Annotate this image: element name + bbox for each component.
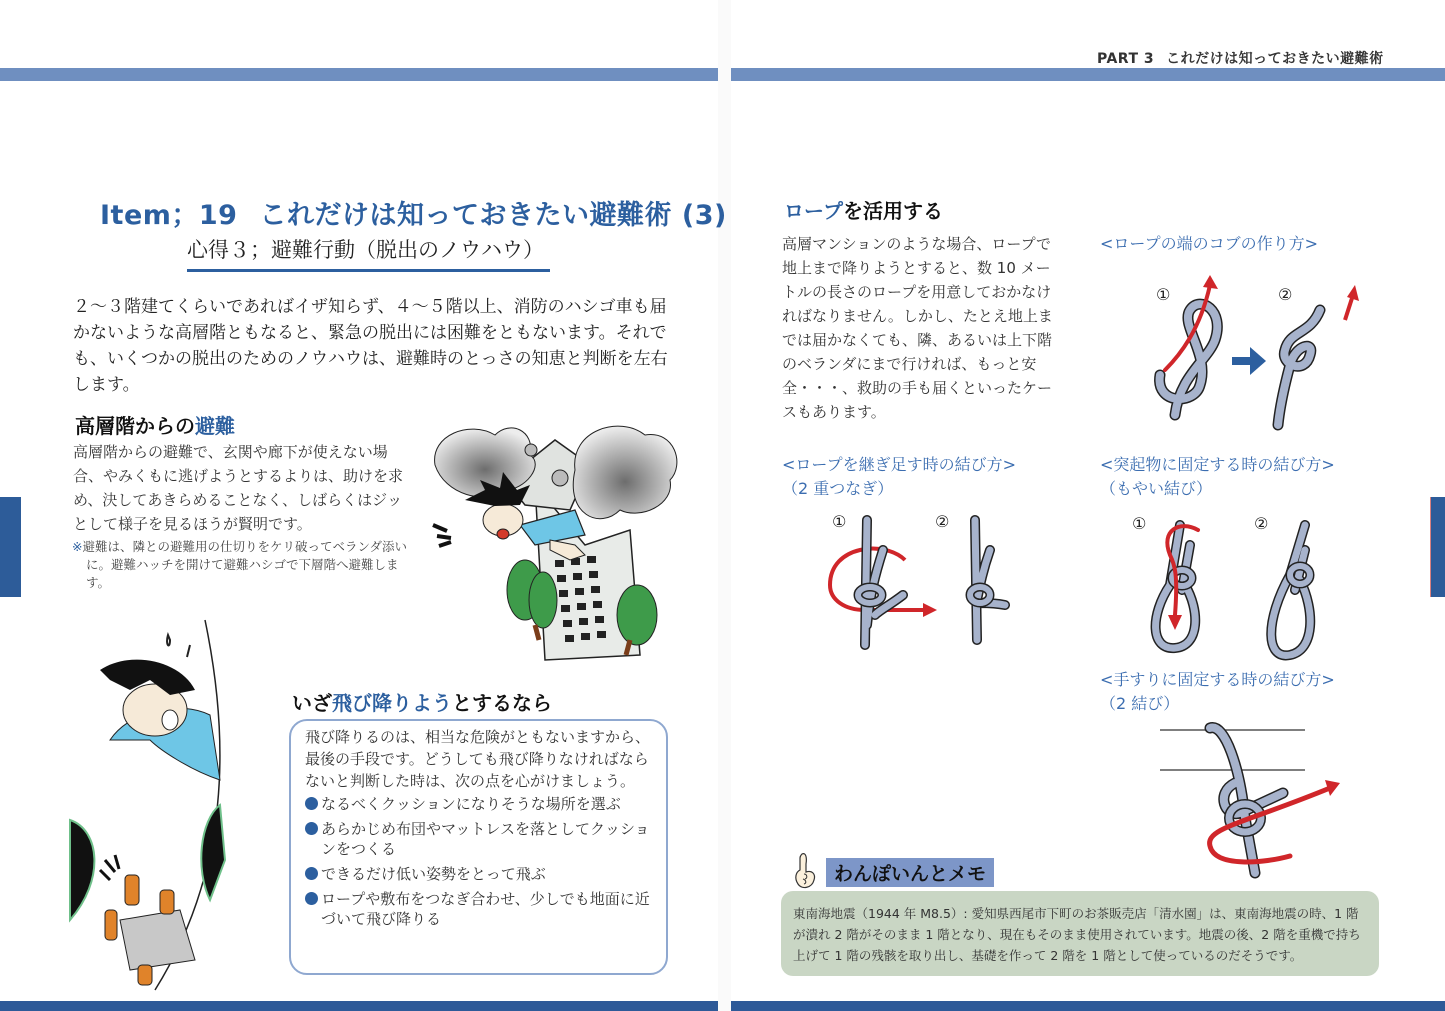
diagram-4-title: <手すりに固定する時の結び方> [1100,670,1335,689]
high-floor-note [72,538,407,592]
item-title [100,193,727,232]
bowline-knot-diagram [1140,520,1350,660]
jump-tips-list [305,794,652,929]
note-text: 避難は、隣との避難用の仕切りをケリ破ってベランダ添いに。避難ハッチを開けて避難ハシゴで下層階へ避難します。 [82,539,407,590]
diagram-2-subtitle: （2 重つなぎ） [782,479,894,498]
bullet-icon [305,867,318,880]
part-title: これだけは知っておきたい避難術 [1166,51,1384,67]
footer-band-left [0,1001,718,1011]
heading-text-pre: いざ [292,691,332,715]
diagram-3-subtitle: （もやい結び） [1100,479,1213,498]
two-half-hitches-diagram [1155,718,1355,883]
heading-text: を活用する [843,199,943,223]
step-1-label: ① [1132,514,1147,533]
figure-eight-knot-diagram [1140,275,1370,425]
heading-high-floor [75,410,235,439]
heading-accent: ロープ [784,199,843,223]
bullet-icon [305,822,318,835]
diagram-4-subtitle: （2 結び） [1100,694,1180,713]
heading-accent: 飛び降りよう [332,691,452,715]
page-gutter [718,0,731,1011]
memo-header [792,852,994,892]
heading-rope [784,195,943,224]
rope-body: 高層マンションのような場合、ロープで地上まで降りようとすると、数 10 メートルの長さのロープを用意しておかなければなりません。しかし、たとえ地上までは届かなくても、隣、あるいは上下階のベランダにまで行ければ、もっと安全・・・、救助の手も届くといったケースもあります。 [782,235,1053,421]
intro-paragraph: ２～３階建てくらいであればイザ知らず、４～５階以上、消防のハシゴ車も届かないような高層階ともなると、緊急の脱出には困難をともないます。それでも、いくつかの脱出のためのノウハウは、避難時のとっさの知恵と判断を左右します。 [73,297,668,395]
note-mark: ※ [72,539,83,554]
heading-text: 高層階からの [75,414,195,438]
list-item [305,794,652,814]
list-item-text: できるだけ低い姿勢をとって飛ぶ [321,865,546,883]
bullet-icon [305,797,318,810]
step-2-label: ② [1254,514,1269,533]
list-item [305,889,652,929]
bullet-icon [305,892,318,905]
item-title-text: これだけは知っておきたい避難術 (3) [259,200,727,231]
heading-jump [292,687,552,716]
list-item [305,819,652,859]
list-item-text: なるべくクッションになりそうな場所を選ぶ [321,795,621,813]
running-head [1097,48,1384,68]
step-1-label: ① [1156,285,1171,304]
pointing-hand-icon [792,852,820,892]
footer-band-right [731,1001,1445,1011]
part-label: PART 3 [1097,51,1155,67]
double-fisherman-knot-diagram [825,515,1025,655]
memo-box: 東南海地震（1944 年 M8.5）: 愛知県西尾市下町のお茶販売店「清水園」は、東南海地震の時、1 階が潰れ 2 階がそのまま 1 階となり、現在もそのまま使用されています。地震の後、2 階を重機で持ち上げて 1 階の残骸を取り出し、基礎を作って 2 階を 1 階として使っているのだそうです。 [781,891,1379,976]
heading-accent: 避難 [195,414,235,438]
step-2-label: ② [935,512,950,531]
memo-title: わんぽいんとメモ [826,858,994,887]
list-item-text: ロープや敷布をつなぎ合わせ、少しでも地面に近づいて飛び降りる [321,890,650,928]
diagram-1-title: <ロープの端のコブの作り方> [1100,234,1319,253]
jump-lead: 飛び降りるのは、相当な危険がともないますから、最後の手段です。どうしても飛び降りなければならないと判断した時は、次の点を心がけましょう。 [305,728,651,790]
diagram-3-title: <突起物に固定する時の結び方> [1100,455,1335,474]
side-tab-right [1430,497,1445,597]
jump-tips-box [289,719,668,975]
list-item [305,864,652,884]
item-number: Item；19 [100,200,238,231]
list-item-text: あらかじめ布団やマットレスを落としてクッションをつくる [321,820,650,858]
header-band-right [731,68,1445,81]
side-tab-left [0,497,21,597]
header-band-left [0,68,718,81]
heading-text-post: とするなら [452,691,552,715]
item-subtitle: 心得３；避難行動（脱出のノウハウ） [187,234,550,272]
step-1-label: ① [832,512,847,531]
jumper-illustration [70,620,230,1000]
step-2-label: ② [1278,285,1293,304]
diagram-2-title: <ロープを継ぎ足す時の結び方> [782,455,1017,474]
high-floor-body: 高層階からの避難で、玄関や廊下が使えない場合、やみくもに逃げようとするよりは、助けを求め、決してあきらめることなく、しばらくはジッとして様子を見るほうが賢明です。 [73,443,404,533]
building-smoke-illustration [425,410,705,670]
